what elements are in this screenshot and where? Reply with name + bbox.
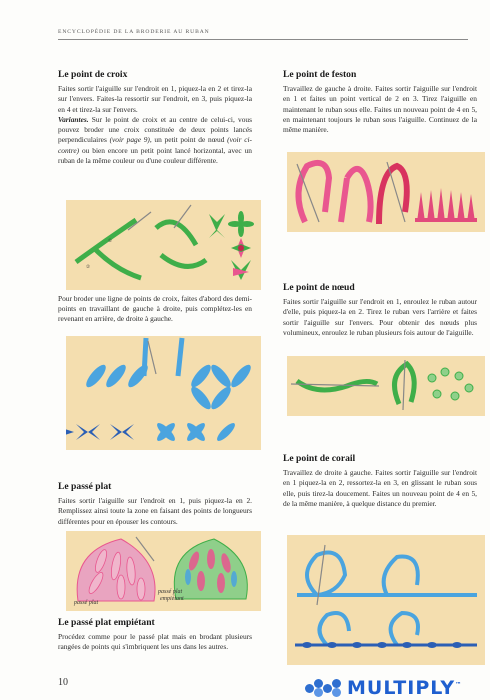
running-header: ENCYCLOPÉDIE DE LA BRODERIE AU RUBAN [58,29,210,35]
illustration-point-de-feston [287,152,485,232]
header-rule [58,39,468,40]
section-title-point-de-corail: Le point de corail [283,453,356,464]
section-title-point-de-feston: Le point de feston [283,69,357,80]
illustration-ligne-croix [66,336,261,450]
paragraph: Travaillez de gauche à droite. Faites sortir l'aiguille sur l'endroit en 1 et faites un point vertical de 2 en 3. Tirez l'aiguille en maintenant le ruban sous elle. Faites un nouveau point de 4 en 5, en maintenant toujours le ruban sous l'aiguille. Continuez de la même manière. [283,84,477,135]
section-title-passe-plat: Le passé plat [58,481,112,492]
right-column-part2 [283,281,477,338]
paragraph: Travaillez de droite à gauche. Faites sortir l'aiguille sur l'endroit en 1 piquez-la en 2, ressortez-la en 3, en glissant le ruban sous elle, puis tirez-la doucement. Faites un nouveau point de 4 en 5, de la même manière, à quelque distance du premier. [283,468,477,508]
svg-text:①: ① [108,238,113,243]
text-span: Sur le point de croix et au centre de celui-ci, vous pouvez broder une croix constituée de deux points lancés perpendiculaires [58,114,252,145]
paragraph: Procédez comme pour le passé plat mais en brodant plusieurs rangées de points qui s'imbriquent les uns dans les autres. [58,632,252,652]
right-column [283,68,477,135]
section-title-point-de-croix: Le point de croix [58,69,128,80]
illustration-passe-plat [66,531,261,611]
illustration-point-de-noeud [287,356,485,416]
section-title-point-de-noeud: Le point de nœud [283,282,355,293]
illustration-point-de-croix [66,200,261,290]
right-column-part3 [283,452,477,509]
caption-passe-plat-empietant-1: passé plat [158,589,183,595]
svg-text:②: ② [86,264,91,269]
watermark-logo [305,678,462,698]
paragraph: Faites sortir l'aiguille sur l'endroit en 1, piquez-la en 2 et tirez-la sur l'envers. Faites-la ressortir sur l'endroit, en 3, puis piquez-la en 4 et tirez-la sur l'envers. [58,84,252,114]
watermark-text: MULTIPLY™ [347,677,463,699]
text-span: ou bien encore un petit point lancé horizontal, avec un ruban de la même couleur ou d'une couleur différente. [58,145,252,165]
variantes-paragraph [58,115,252,166]
left-column-part4 [58,616,252,653]
text-span: , un petit point de nœud [149,135,228,145]
caption-passe-plat-empietant-2: empiétant [160,596,184,602]
needle-icon [148,341,156,374]
page-number: 10 [58,677,68,688]
cross-reference: (voir ci-contre) [58,135,252,155]
left-column-part2 [58,294,252,325]
caption-passe-plat: passé plat [74,600,99,606]
paragraph: Faites sortir l'aiguille sur l'endroit en 1, puis piquez-la en 2. Remplissez ainsi toute la zone en faisant des points de longueurs différentes pour en épouser les contours. [58,496,252,526]
left-column [58,68,252,166]
variantes-label: Variantes. [58,114,89,124]
left-column-part3 [58,480,252,527]
illustration-point-de-corail [287,535,485,665]
page-reference: (voir page 9) [109,135,150,145]
paragraph: Faites sortir l'aiguille sur l'endroit en 1, enroulez le ruban autour d'elle, puis piquez-la en 2. Tirez le ruban vers l'arrière et faites sortir l'aiguille sur l'envers. Pour obtenir des nœuds plus volumineux, enroulez le ruban plusieurs fois autour de l'aiguille. [283,297,477,337]
logo-dots-icon [305,679,347,697]
paragraph: Pour broder une ligne de points de croix, faites d'abord des demi-points en travaillant de gauche à droite, puis complétez-les en revenant en arrière, de droite à gauche. [58,294,252,324]
section-title-passe-plat-empietant: Le passé plat empiétant [58,617,155,628]
